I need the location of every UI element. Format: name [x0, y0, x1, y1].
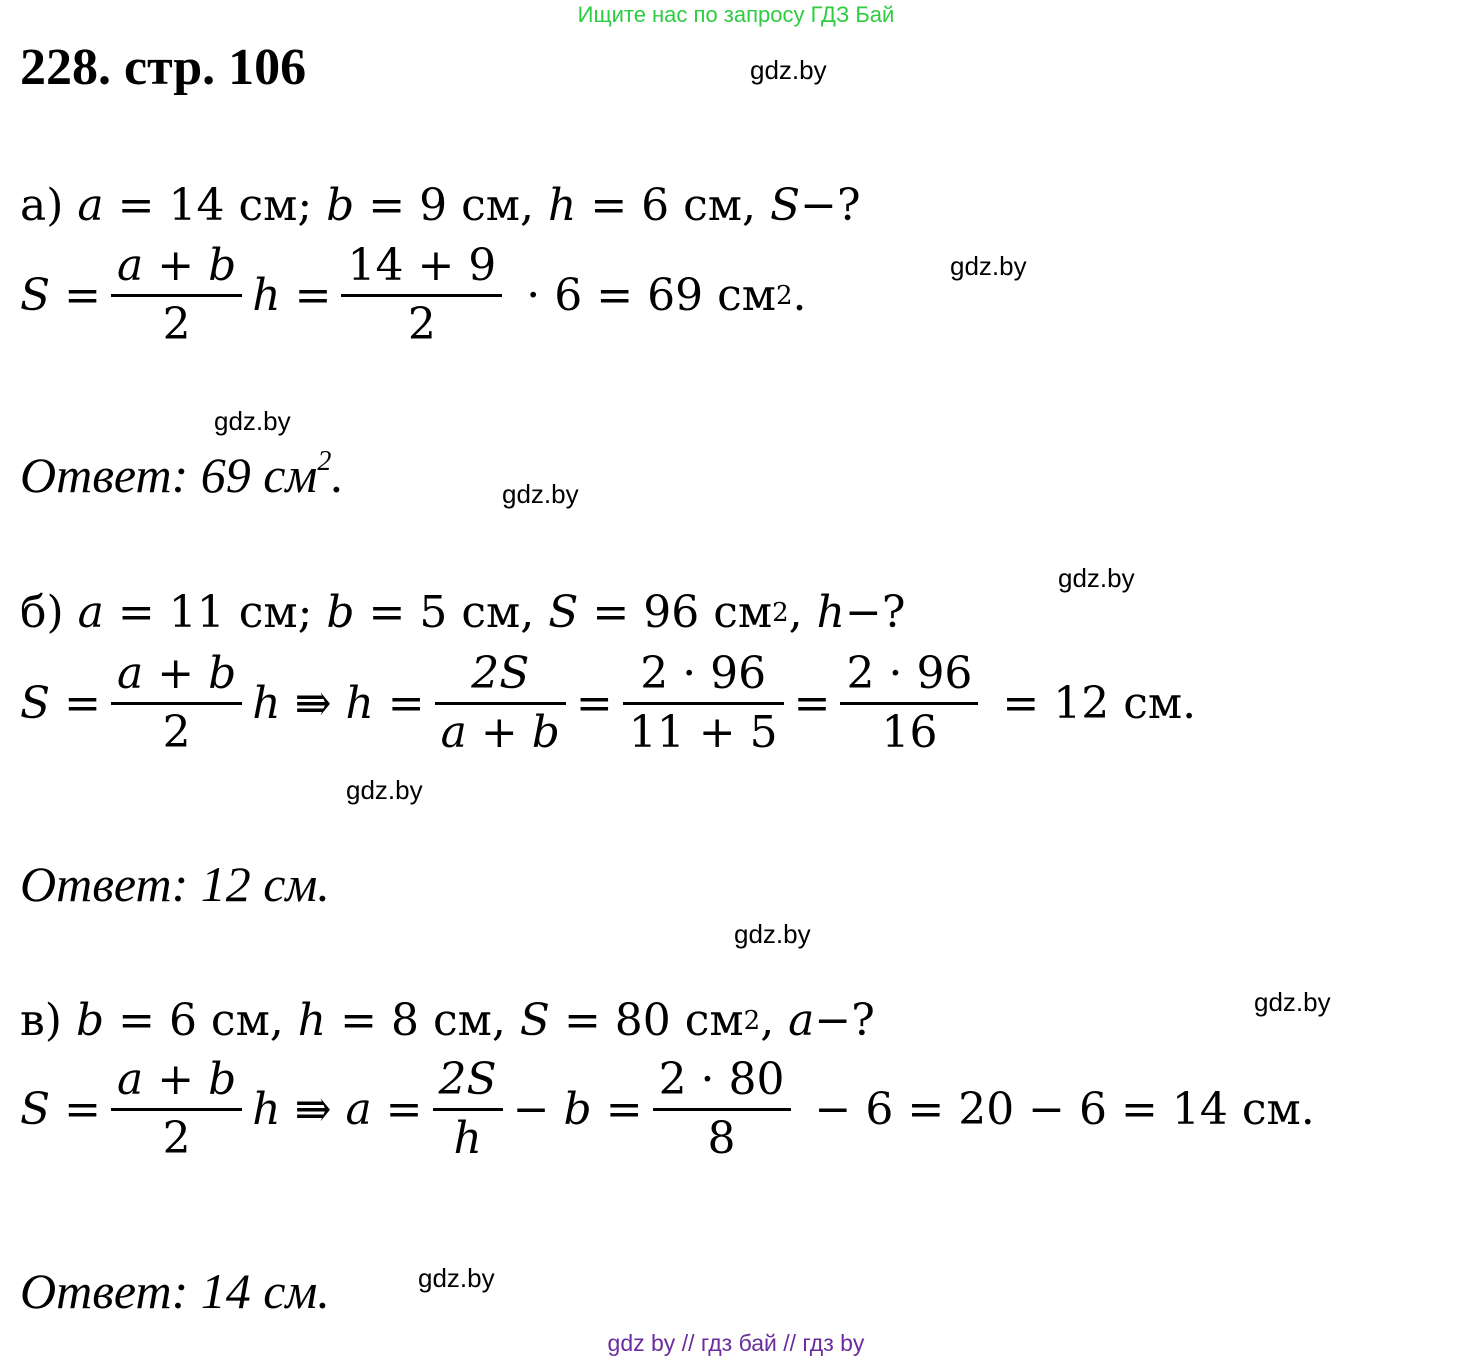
fraction [111, 240, 242, 350]
part-a-given: а) a = 14 см; b = 9 см, h = 6 см, S −? [20, 180, 861, 231]
numerator: a + b [117, 648, 237, 699]
part-a-label: а) [20, 180, 64, 231]
part-v-unknown: −? [814, 995, 875, 1046]
denominator: 2 [162, 707, 191, 758]
fraction-bar [623, 702, 784, 705]
period: . [331, 447, 344, 503]
answer-text: Ответ: 12 см. [20, 856, 330, 912]
part-b-formula: S = $\frac{a + b}{2}$ h ⇛ h = $\frac{2S}{a + b}$ = $\frac{2 \cdot 96}{11 + 5}$ = $\frac{2 \cdot 96}{16}$ = 12 см. [20, 648, 1197, 758]
denominator: 8 [707, 1113, 736, 1164]
watermark: gdz.by [1058, 563, 1135, 593]
fraction [435, 648, 566, 758]
part-a-formula: S = $\frac{a + b}{2}$ h = $\frac{14 + 9}{2}$ · 6 = 69 см 2 . [20, 240, 807, 350]
part-v-b-value: 6 см, [168, 995, 284, 1046]
watermark: gdz.by [750, 55, 827, 85]
part-v-h-value: 8 см, [390, 995, 506, 1046]
part-a-a-value: 14 см; [168, 180, 313, 231]
fraction [111, 1054, 242, 1164]
formula-result: · 6 = 69 см [512, 270, 776, 321]
part-a-h-value: 6 см, [641, 180, 757, 231]
denominator: h [453, 1113, 482, 1164]
numerator: 2 · 80 [658, 1054, 785, 1105]
watermark: gdz.by [214, 406, 291, 436]
part-a-answer [20, 446, 344, 504]
watermark: gdz.by [418, 1263, 495, 1293]
numerator: a + b [117, 1054, 237, 1105]
part-b-a-value: 11 см; [168, 587, 313, 638]
fraction-bar [111, 1108, 242, 1111]
part-b-unknown: −? [844, 587, 906, 638]
fraction-bar [435, 702, 566, 705]
numerator: a + b [117, 240, 237, 291]
part-v-formula: S = $\frac{a + b}{2}$ h ⇛ a = $\frac{2S}{h}$ − b = $\frac{2 \cdot 80}{8}$ − 6 = 20 − 6 = 14 см. [20, 1054, 1315, 1164]
part-b-b-value: 5 см, [419, 587, 535, 638]
answer-text: Ответ: 69 см [20, 447, 318, 503]
denominator: 2 [407, 299, 436, 350]
numerator: 2S [471, 648, 530, 699]
formula-result: − 6 = 20 − 6 = 14 см. [800, 1084, 1315, 1135]
numerator: 2 · 96 [846, 648, 973, 699]
denominator: a + b [440, 707, 560, 758]
fraction-bar [341, 294, 502, 297]
fraction [840, 648, 978, 758]
top-banner[interactable]: Ищите нас по запросу ГДЗ Бай [577, 2, 895, 27]
exercise-heading: 228. стр. 106 [20, 39, 307, 96]
part-v-given: в) b = 6 см, h = 8 см, S = 80 см 2 , a −? [20, 995, 875, 1046]
formula-result: = 12 см. [988, 678, 1197, 729]
part-b-label: б) [20, 587, 64, 638]
denominator: 2 [162, 299, 191, 350]
fraction [111, 648, 242, 758]
footer-links[interactable]: gdz by // гдз бай // гдз by [607, 1330, 865, 1356]
fraction-bar [653, 1108, 791, 1111]
part-b-s-value: 96 см [643, 587, 773, 638]
fraction [341, 240, 502, 350]
part-b-answer [20, 855, 330, 913]
numerator: 2S [438, 1054, 497, 1105]
superscript: 2 [317, 446, 332, 477]
denominator: 11 + 5 [628, 707, 778, 758]
numerator: 2 · 96 [640, 648, 767, 699]
period: . [792, 270, 807, 321]
watermark: gdz.by [502, 479, 579, 509]
part-b-given: б) a = 11 см; b = 5 см, S = 96 см 2 , h −? [20, 587, 906, 638]
watermark: gdz.by [734, 919, 811, 949]
part-v-answer [20, 1262, 330, 1320]
fraction-bar [111, 294, 242, 297]
part-a-unknown: −? [800, 180, 861, 231]
watermark: gdz.by [950, 251, 1027, 281]
part-v-label: в) [20, 995, 62, 1046]
fraction-bar [433, 1108, 503, 1111]
answer-text: Ответ: 14 см. [20, 1263, 330, 1319]
fraction [433, 1054, 503, 1164]
part-a-b-value: 9 см, [419, 180, 534, 231]
part-v-s-value: 80 см [614, 995, 744, 1046]
numerator: 14 + 9 [347, 240, 497, 291]
fraction [623, 648, 784, 758]
fraction-bar [111, 702, 242, 705]
watermark: gdz.by [346, 775, 423, 805]
denominator: 16 [881, 707, 938, 758]
fraction-bar [840, 702, 978, 705]
watermark: gdz.by [1254, 987, 1331, 1017]
denominator: 2 [162, 1113, 191, 1164]
fraction [653, 1054, 791, 1164]
